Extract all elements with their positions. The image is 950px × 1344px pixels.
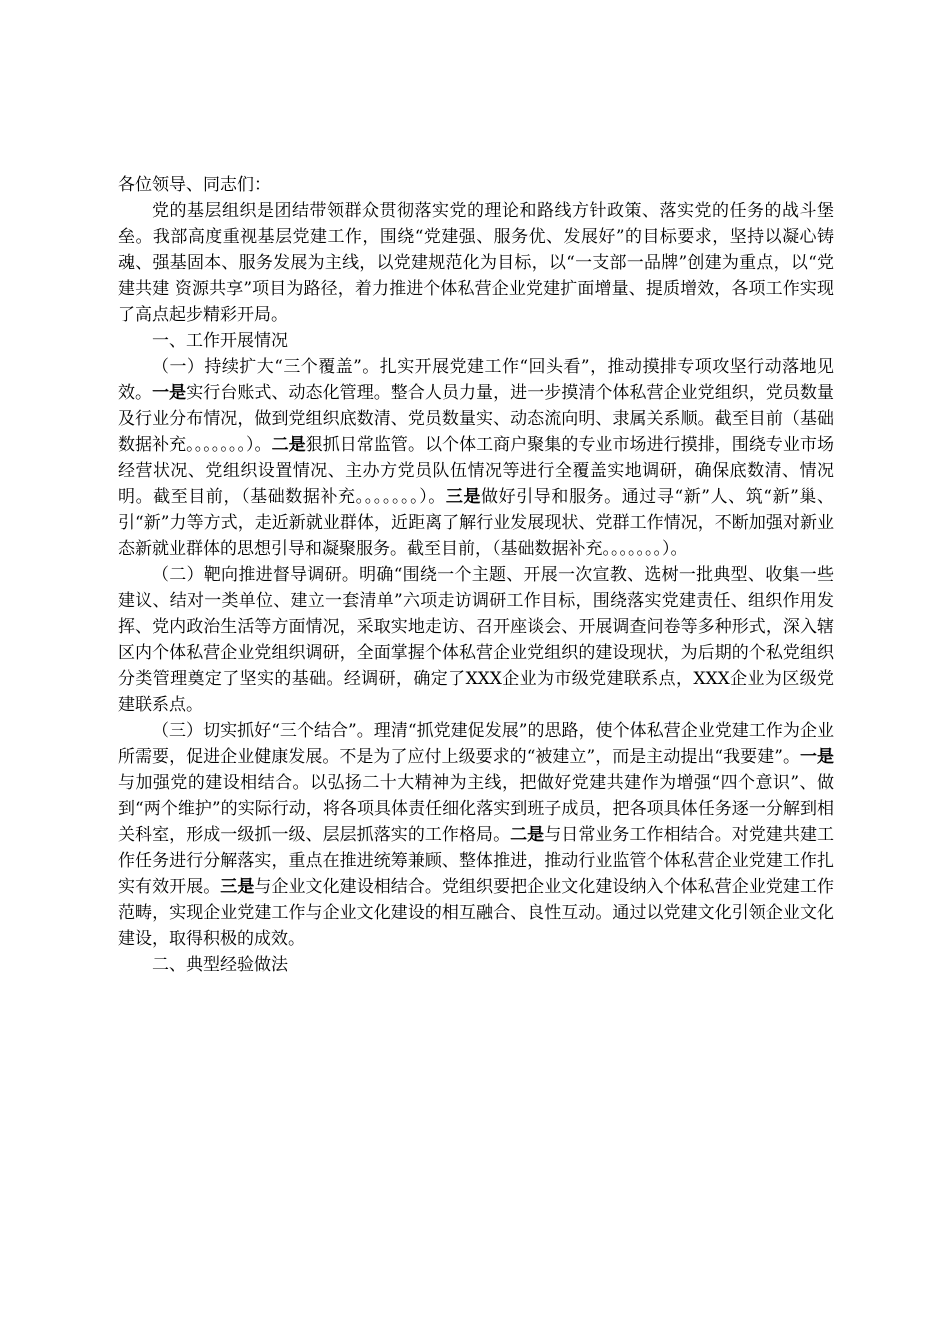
paragraph-text: 实行台账式、动态化管理。整合人员力量，进一步摸清个体私营企业党组织，党员数量及行业分布情况，做到党组织底数清、党员数量实、动态流向明、隶属关系顺。截至目前（基础数据补充。。。。。。。）。 — [118, 383, 835, 455]
paragraph-text: （三）切实抓好“三个结合”。理清“抓党建促发展”的思路，使个体私营企业党建工作为企业所需要，促进企业健康发展。不是为了应付上级要求的“被建立”，而是主动提出“我要建”。 — [118, 721, 834, 767]
paragraph-text: 与日常业务工作相结合。对党建共建工作任务进行分解落实，重点在推进统筹兼顾、整体推进，推动行业监管个体私营企业党建工作扎实有效开展。 — [118, 825, 835, 897]
section-heading-1: 一、工作开展情况 — [152, 331, 288, 351]
paragraph-text: 与企业文化建设相结合。党组织要把企业文化建设纳入个体私营企业党建工作范畴，实现企业党建工作与企业文化建设的相互融合、良性互动。通过以党建文化引领企业文化建设，取得积极的成效。 — [118, 877, 835, 949]
bold-marker: 二是 — [510, 825, 545, 845]
intro-paragraph: 党的基层组织是团结带领群众贯彻落实党的理论和路线方针政策、落实党的任务的战斗堡垒。我部高度重视基层党建工作，围绕“党建强、服务优、发展好”的目标要求，坚持以凝心铸魂、强基固本、服务发展为主线，以党建规范化为目标，以“一支部一品牌”创建为重点，以“党建共建 资源共享”项目为路径，着力推进个体私营企业党建扩面增量、提质增效，各项工作实现了高点起步精彩开局。 — [118, 201, 834, 325]
bold-marker: 一是 — [799, 747, 834, 767]
paragraph-text: 狠抓日常监管。以个体工商户聚集的专业市场进行摸排，围绕专业市场经营状况、党组织设置情况、主办方党员队伍情况等进行全覆盖实地调研，确保底数清、情况明。截至目前，（基础数据补充。。。。。。。）。 — [118, 435, 835, 507]
paragraph-text: （一）持续扩大“三个覆盖”。扎实开展党建工作“回头看”，推动摸排专项攻坚行动落地见效。 — [118, 357, 834, 403]
section-heading-2: 二、典型经验做法 — [152, 955, 288, 975]
document-body — [118, 172, 834, 978]
paragraph-combination — [118, 718, 834, 952]
paragraph-text: 与加强党的建设相结合。以弘扬二十大精神为主线，把做好党建共建作为增强“四个意识”、做到“两个维护”的实际行动，将各项具体责任细化落实到班子成员，把各项具体任务逐一分解到相关科室，形成一级抓一级、层层抓落实的工作格局。 — [118, 773, 834, 845]
paragraph-text: 做好引导和服务。通过寻“新”人、筑“新”巢、引“新”力等方式，走近新就业群体，近距离了解行业发展现状、党群工作情况，不断加强对新业态新就业群体的思想引导和凝聚服务。截至目前，（基础数据补充。。。。。。。）。 — [118, 487, 835, 559]
paragraph-research: （二）靶向推进督导调研。明确“围绕一个主题、开展一次宣教、选树一批典型、收集一些建议、结对一类单位、建立一套清单”六项走访调研工作目标，围绕落实党建责任、组织作用发挥、党内政治生活等方面情况，采取实地走访、召开座谈会、开展调查问卷等多种形式，深入辖区内个体私营企业党组织调研，全面掌握个体私营企业党组织的建设现状，为后期的个私党组织分类管理奠定了坚实的基础。经调研，确定了XXX企业为市级党建联系点，XXX企业为区级党建联系点。 — [118, 565, 834, 715]
bold-marker: 三是 — [220, 877, 255, 897]
bold-marker: 一是 — [152, 383, 187, 403]
greeting: 各位领导、同志们： — [118, 175, 271, 195]
bold-marker: 二是 — [271, 435, 306, 455]
bold-marker: 三是 — [445, 487, 482, 507]
paragraph-coverage — [118, 354, 834, 562]
